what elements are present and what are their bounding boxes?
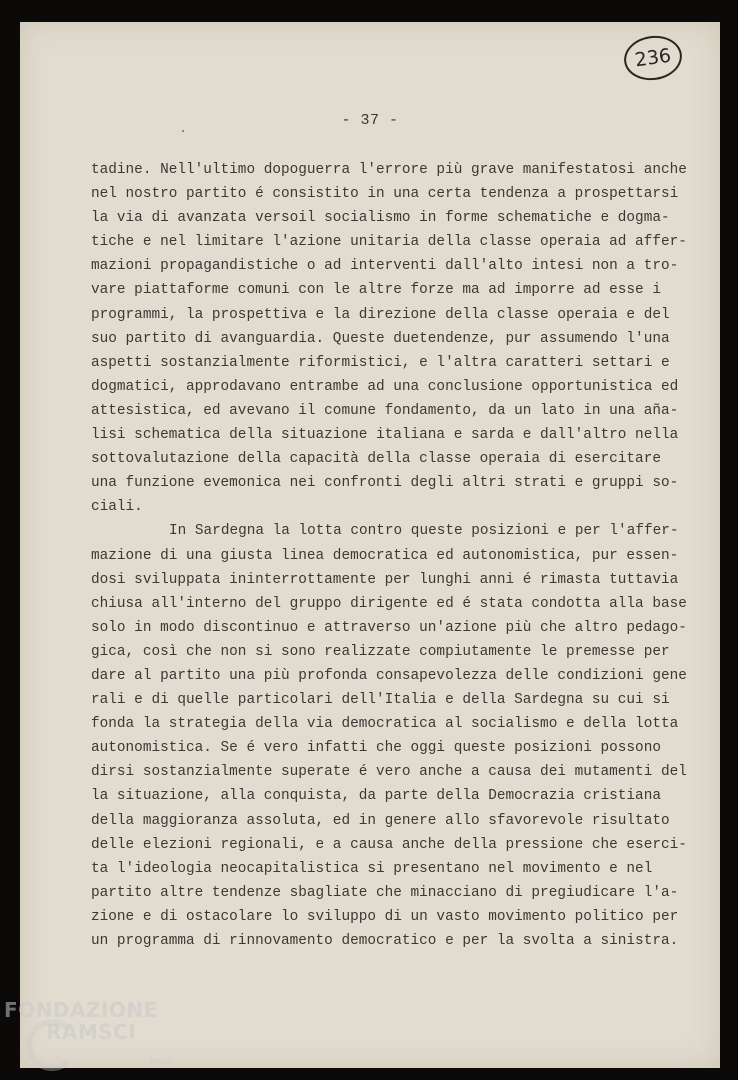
text-line: programmi, la prospettiva e la direzione della classe operaia e del — [91, 306, 670, 323]
text-line: dogmatici, approdavano entrambe ad una conclusione opportunistica ed — [91, 378, 679, 395]
text-line: vare piattaforme comuni con le altre forze ma ad imporre ad esse i — [91, 282, 661, 299]
text-line: la situazione, alla conquista, da parte della Democrazia cristiana — [91, 788, 661, 805]
text-line: mazioni propagandistiche o ad interventi dall'alto intesi non a tro- — [91, 258, 679, 275]
archive-number-stamp: 236 — [621, 32, 685, 84]
watermark-g-icon — [26, 1019, 78, 1071]
watermark-logo — [4, 998, 175, 1067]
ink-speck — [182, 130, 184, 132]
text-line: un programma di rinnovamento democratico e per la svolta a sinistra. — [91, 933, 679, 949]
text-line: aspetti sostanzialmente riformistici, e l'altra caratteri settari e — [91, 354, 670, 371]
text-line: una funzione evemonica nei confronti degli altri strati e gruppi so- — [91, 475, 679, 492]
text-line: partito altre tendenze sbagliate che minacciano di pregiudicare l'a- — [91, 884, 679, 901]
text-line: tadine. Nell'ultimo dopoguerra l'errore più grave manifestatosi anche — [91, 162, 687, 178]
text-line: dare al partito una più profonda consapevolezza delle condizioni gene — [91, 667, 687, 684]
text-line: suo partito di avanguardia. Queste duetendenze, pur assumendo l'una — [91, 330, 670, 347]
text-line: delle elezioni regionali, e a causa anche della pressione che eserci- — [91, 836, 687, 853]
text-line: rali e di quelle particolari dell'Italia e della Sardegna su cui si — [91, 692, 670, 709]
text-line: dosi sviluppata ininterrottamente per lunghi anni é rimasta tuttavia — [91, 571, 679, 588]
text-line: ciali. — [91, 499, 143, 516]
watermark-line1: FONDAZIONE — [4, 998, 158, 1022]
text-line: mazione di una giusta linea democratica ed autonomistica, pur essen- — [91, 547, 679, 564]
text-line: solo in modo discontinuo e attraverso un'azione più che altro pedago- — [91, 619, 687, 636]
text-line: lisi schematica della situazione italiana e sarda e dall'altro nella — [91, 427, 679, 444]
text-line: attesistica, ed avevano il comune fondamento, da un lato in una aña- — [91, 402, 679, 419]
text-line: In Sardegna la lotta contro queste posizioni e per l'affer- — [169, 523, 679, 540]
text-line: la via di avanzata versoil socialismo in forme schematiche e dogma- — [91, 210, 670, 227]
watermark-line2: RAMSCI — [46, 1020, 137, 1044]
text-line: gica, così che non si sono realizzate compiutamente le premesse per — [91, 643, 670, 660]
document-page — [20, 22, 720, 1068]
text-line: tiche e nel limitare l'azione unitaria della classe operaia ad affer- — [91, 234, 687, 251]
text-line: dirsi sostanzialmente superate é vero anche a causa dei mutamenti del — [91, 764, 687, 781]
text-line: chiusa all'interno del gruppo dirigente ed é stata condotta alla base — [91, 595, 687, 612]
text-line: zione e di ostacolare lo sviluppo di un vasto movimento politico per — [91, 908, 679, 925]
text-line: sottovalutazione della capacità della classe operaia di esercitare — [91, 451, 661, 468]
text-line: nel nostro partito é consistito in una certa tendenza a prospettarsi — [91, 186, 679, 203]
page-number: - 37 - — [341, 112, 399, 129]
text-line: della maggioranza assoluta, ed in genere allo sfavorevole risultato — [91, 812, 670, 829]
watermark-suffix: onlus — [150, 1057, 175, 1067]
body-text — [91, 158, 687, 953]
text-line: autonomistica. Se é vero infatti che oggi queste posizioni possono — [91, 740, 661, 757]
text-line: ta l'ideologia neocapitalistica si presentano nel movimento e nel — [91, 860, 653, 877]
text-line: fonda la strategia della via democratica al socialismo e della lotta — [91, 716, 679, 733]
